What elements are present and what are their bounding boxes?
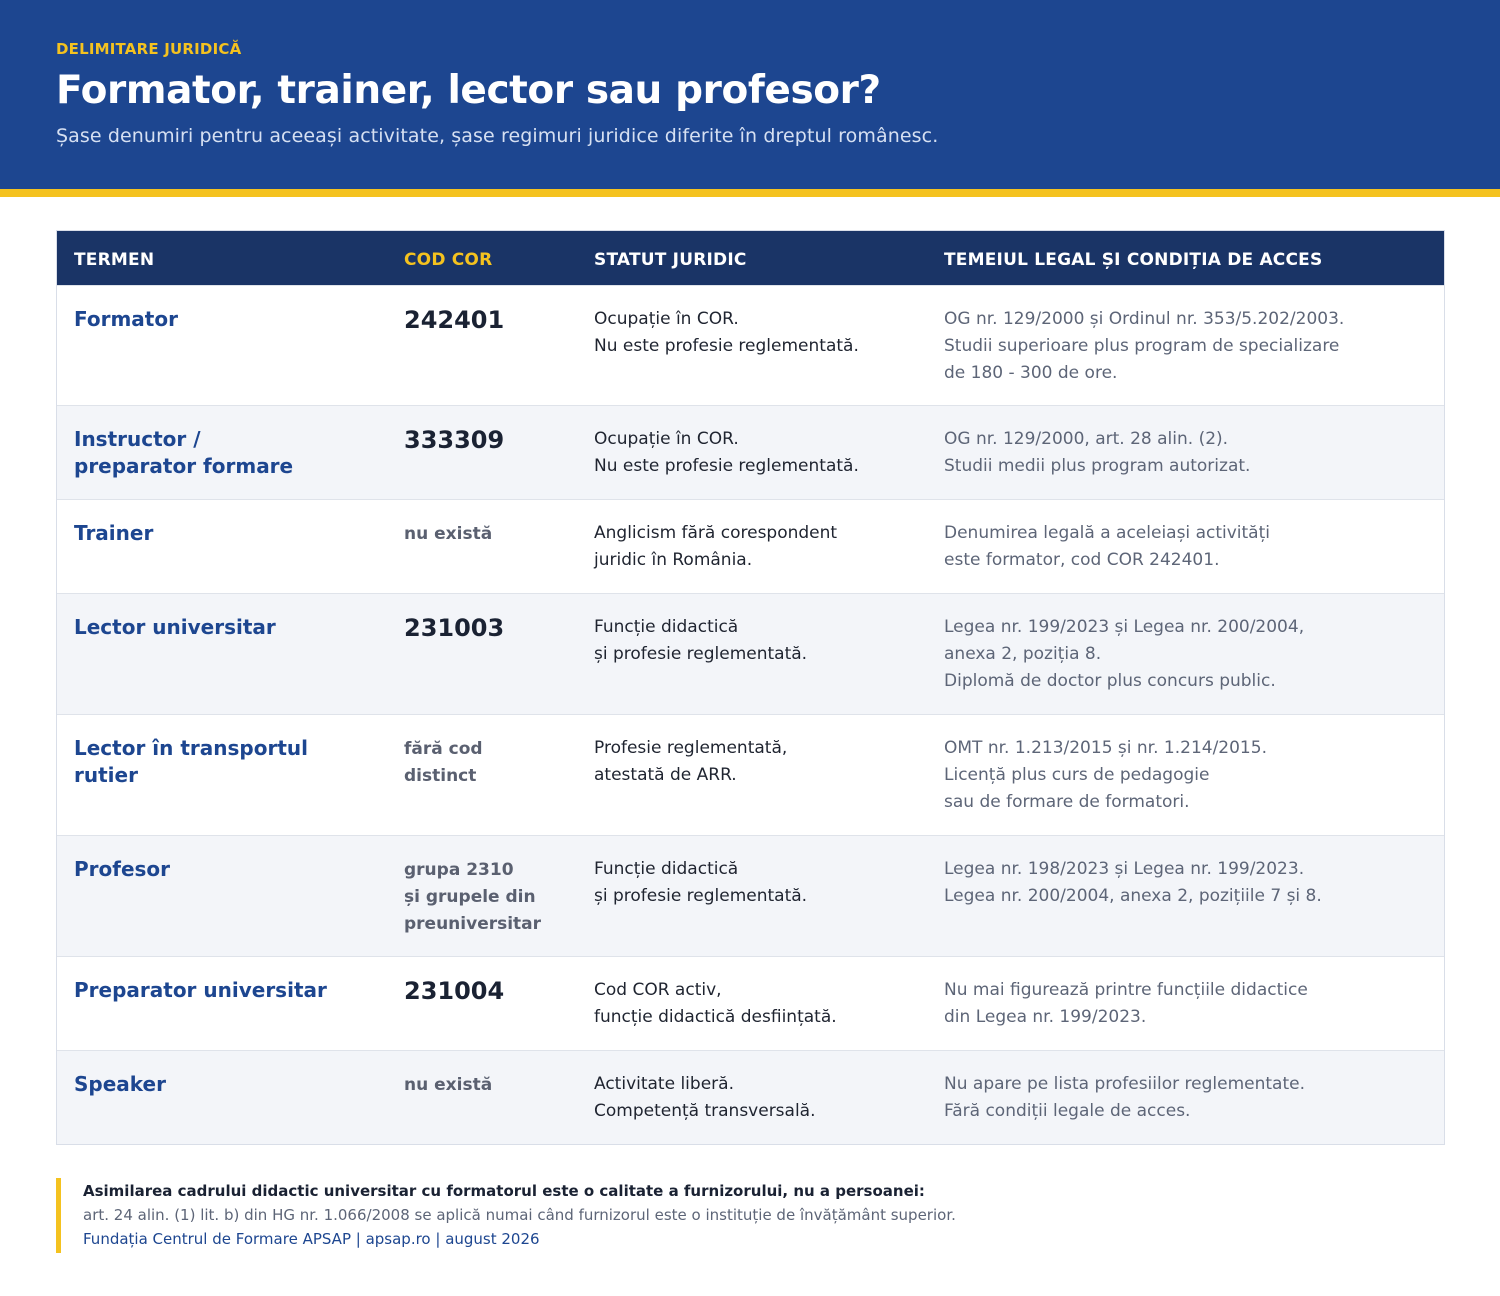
status-cell-line: și profesie reglementată. <box>594 644 808 664</box>
status-cell <box>594 735 787 789</box>
cod-cor-cell-line: fără cod <box>404 739 483 759</box>
cod-cor-cell <box>404 614 504 642</box>
term-cell-line: Preparator universitar <box>74 978 327 1002</box>
status-cell-line: Profesie reglementată, <box>594 738 788 758</box>
cod-cor-cell-line: 231003 <box>404 614 505 642</box>
column-header-cod-cor: COD COR <box>404 250 493 270</box>
status-cell <box>594 306 859 360</box>
legal-basis-cell <box>944 735 1267 816</box>
legal-basis-cell-line: Licență plus curs de pedagogie <box>944 765 1210 785</box>
legal-basis-cell-line: Legea nr. 199/2023 și Legea nr. 200/2004, <box>944 617 1305 637</box>
cod-cor-cell-line: nu există <box>404 1075 493 1095</box>
legal-basis-cell-line: de 180 - 300 de ore. <box>944 363 1118 383</box>
term-cell <box>74 306 374 333</box>
table-body <box>57 285 1444 1144</box>
legal-basis-cell-line: este formator, cod COR 242401. <box>944 550 1220 570</box>
status-cell <box>594 520 837 574</box>
term-cell <box>74 735 374 789</box>
page-subtitle: Șase denumiri pentru aceeași activitate, șase regimuri juridice diferite în dreptul românesc. <box>56 125 939 147</box>
cod-cor-cell-line: preuniversitar <box>404 914 542 934</box>
status-cell-line: Activitate liberă. <box>594 1074 734 1094</box>
status-cell <box>594 426 859 480</box>
cod-cor-cell-line: 242401 <box>404 306 505 334</box>
term-cell <box>74 1071 374 1098</box>
cod-cor-cell <box>404 521 492 548</box>
legal-basis-cell-line: sau de formare de formatori. <box>944 792 1190 812</box>
table-row <box>57 1050 1444 1144</box>
term-cell <box>74 520 374 547</box>
legal-basis-cell <box>944 614 1304 695</box>
table-row <box>57 956 1444 1050</box>
column-header-temei: TEMEIUL LEGAL ȘI CONDIȚIA DE ACCES <box>944 250 1323 270</box>
status-cell-line: Ocupație în COR. <box>594 309 739 329</box>
cod-cor-cell <box>404 306 504 334</box>
footer-note <box>56 1178 1445 1253</box>
legal-basis-cell-line: Studii superioare plus program de specializare <box>944 336 1340 356</box>
page-title: Formator, trainer, lector sau profesor? <box>56 68 881 113</box>
term-cell-line: Instructor / <box>74 427 201 451</box>
term-cell-line: Lector universitar <box>74 615 276 639</box>
status-cell-line: și profesie reglementată. <box>594 886 808 906</box>
legal-basis-cell <box>944 1071 1305 1125</box>
term-cell-line: Formator <box>74 307 178 331</box>
cod-cor-cell-line: nu există <box>404 524 493 544</box>
status-cell-line: Funcție didactică <box>594 859 739 879</box>
term-cell <box>74 977 374 1004</box>
legal-basis-cell-line: Denumirea legală a aceleiași activități <box>944 523 1270 543</box>
status-cell-line: juridic în România. <box>594 550 753 570</box>
status-cell <box>594 977 837 1031</box>
term-cell <box>74 426 374 480</box>
footer-source: Fundația Centrul de Formare APSAP | apsap.ro | august 2026 <box>83 1230 540 1248</box>
status-cell-line: Ocupație în COR. <box>594 429 739 449</box>
column-header-statut: STATUT JURIDIC <box>594 250 747 270</box>
status-cell-line: Anglicism fără corespondent <box>594 523 838 543</box>
legal-basis-cell-line: OG nr. 129/2000 și Ordinul nr. 353/5.202/2003. <box>944 309 1345 329</box>
legal-basis-cell-line: Legea nr. 200/2004, anexa 2, pozițiile 7 și 8. <box>944 886 1322 906</box>
status-cell-line: Nu este profesie reglementată. <box>594 336 859 356</box>
legal-basis-cell-line: Studii medii plus program autorizat. <box>944 456 1251 476</box>
status-cell-line: funcție didactică desființată. <box>594 1007 837 1027</box>
status-cell-line: Nu este profesie reglementată. <box>594 456 859 476</box>
table-row <box>57 593 1444 714</box>
eyebrow-label: DELIMITARE JURIDICĂ <box>56 40 242 58</box>
status-cell-line: Funcție didactică <box>594 617 739 637</box>
header-accent-stripe <box>0 189 1500 197</box>
legal-basis-cell-line: OG nr. 129/2000, art. 28 alin. (2). <box>944 429 1229 449</box>
legal-basis-cell-line: Diplomă de doctor plus concurs public. <box>944 671 1276 691</box>
cod-cor-cell <box>404 1072 492 1099</box>
legal-basis-cell-line: OMT nr. 1.213/2015 și nr. 1.214/2015. <box>944 738 1267 758</box>
cod-cor-cell-line: distinct <box>404 766 477 786</box>
status-cell-line: atestată de ARR. <box>594 765 737 785</box>
legal-basis-cell-line: din Legea nr. 199/2023. <box>944 1007 1147 1027</box>
term-cell-line: Trainer <box>74 521 154 545</box>
cod-cor-cell <box>404 977 504 1005</box>
cod-cor-cell <box>404 736 483 790</box>
legal-basis-cell-line: anexa 2, poziția 8. <box>944 644 1102 664</box>
table-row <box>57 405 1444 499</box>
term-cell-line: Profesor <box>74 857 171 881</box>
term-cell <box>74 856 374 883</box>
table-row <box>57 714 1444 835</box>
table-header <box>57 231 1444 285</box>
term-cell-line: rutier <box>74 763 138 787</box>
term-cell <box>74 614 374 641</box>
cod-cor-cell-line: 231004 <box>404 977 505 1005</box>
cod-cor-cell <box>404 857 541 938</box>
term-cell-line: Lector în transportul <box>74 736 308 760</box>
cod-cor-cell-line: 333309 <box>404 426 505 454</box>
legal-basis-cell-line: Fără condiții legale de acces. <box>944 1101 1191 1121</box>
legal-basis-cell-line: Nu apare pe lista profesiilor reglementate. <box>944 1074 1305 1094</box>
table-row <box>57 285 1444 405</box>
table-row <box>57 499 1444 593</box>
status-cell <box>594 1071 816 1125</box>
term-cell-line: preparator formare <box>74 454 294 478</box>
legal-basis-cell <box>944 520 1270 574</box>
column-header-termen: TERMEN <box>74 250 155 270</box>
table-row <box>57 835 1444 956</box>
comparison-table <box>56 230 1445 1145</box>
legal-basis-cell <box>944 306 1344 387</box>
status-cell-line: Competență transversală. <box>594 1101 816 1121</box>
cod-cor-cell-line: grupa 2310 <box>404 860 514 880</box>
term-cell-line: Speaker <box>74 1072 166 1096</box>
legal-basis-cell <box>944 426 1250 480</box>
legal-basis-cell <box>944 856 1322 910</box>
legal-basis-cell <box>944 977 1308 1031</box>
footer-emphasis: Asimilarea cadrului didactic universitar cu formatorul este o calitate a furnizorului, nu a persoanei: <box>83 1182 925 1200</box>
cod-cor-cell <box>404 426 504 454</box>
legal-basis-cell-line: Legea nr. 198/2023 și Legea nr. 199/2023. <box>944 859 1305 879</box>
status-cell <box>594 614 807 668</box>
footer-text: art. 24 alin. (1) lit. b) din HG nr. 1.066/2008 se aplică numai când furnizorul este o instituție de învățământ superior. <box>83 1206 956 1224</box>
legal-basis-cell-line: Nu mai figurează printre funcțiile didactice <box>944 980 1308 1000</box>
cod-cor-cell-line: și grupele din <box>404 887 536 907</box>
status-cell-line: Cod COR activ, <box>594 980 722 1000</box>
status-cell <box>594 856 807 910</box>
